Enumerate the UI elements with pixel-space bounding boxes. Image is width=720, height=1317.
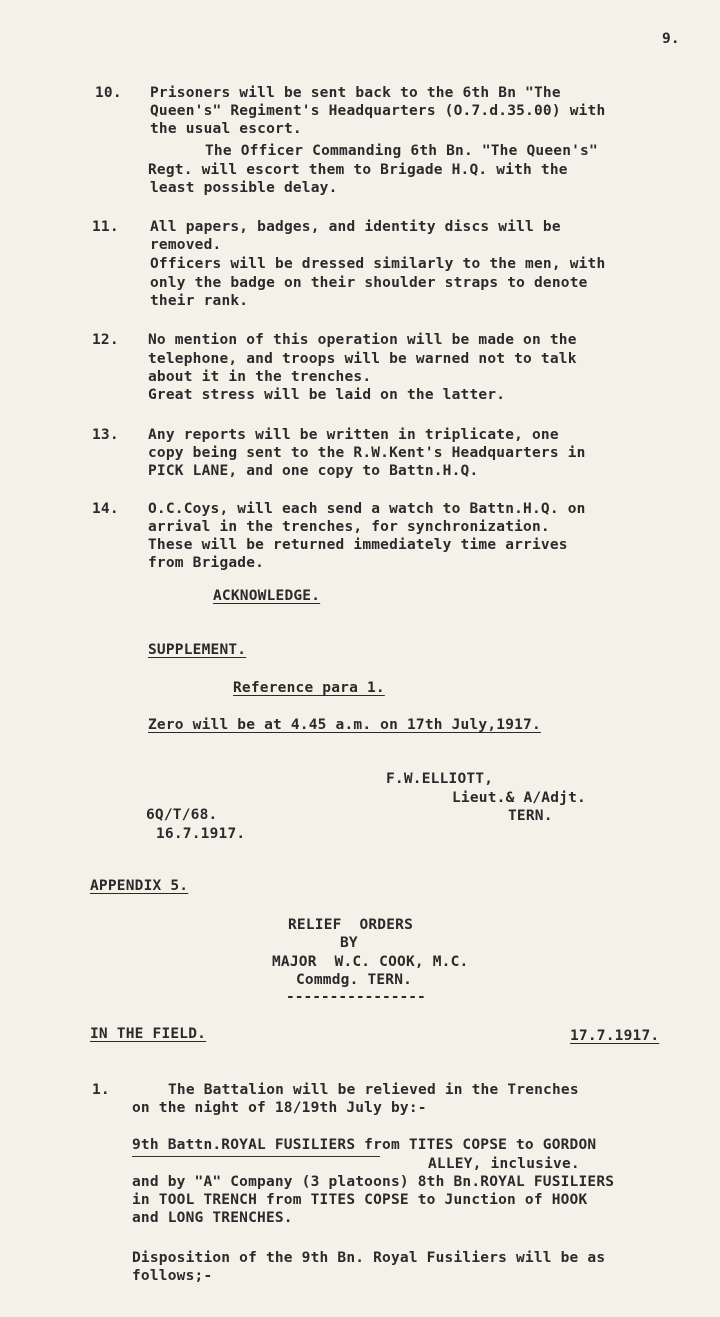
- orders-dash-rule: ----------------: [286, 989, 426, 1005]
- page-number: 9.: [662, 31, 680, 47]
- para-11-line-2: removed.: [150, 237, 222, 253]
- relief-unit-1-continued: ALLEY, inclusive.: [428, 1156, 580, 1172]
- para-11-number: 11.: [92, 219, 119, 235]
- signature-name: F.W.ELLIOTT,: [386, 771, 494, 787]
- acknowledge-line: ACKNOWLEDGE.: [213, 588, 321, 604]
- orders-command: Commdg. TERN.: [296, 972, 413, 988]
- reference-date: 16.7.1917.: [156, 826, 246, 842]
- para-12-number: 12.: [92, 332, 119, 348]
- appendix-heading: APPENDIX 5.: [90, 878, 189, 894]
- para-13-line-2: copy being sent to the R.W.Kent's Headquarters in: [148, 445, 586, 461]
- para-10-line-3: the usual escort.: [150, 121, 302, 137]
- para-14-line-3: These will be returned immediately time arrives: [148, 537, 568, 553]
- para-12-line-3: about it in the trenches.: [148, 369, 372, 385]
- para-14-number: 14.: [92, 501, 119, 517]
- para-11-line-1: All papers, badges, and identity discs will be: [150, 219, 561, 235]
- relief-intro-2: on the night of 18/19th July by:-: [132, 1100, 427, 1116]
- para-11-line-4: only the badge on their shoulder straps to denote: [150, 275, 588, 291]
- orders-officer: MAJOR W.C. COOK, M.C.: [272, 954, 469, 970]
- para-13-line-3: PICK LANE, and one copy to Battn.H.Q.: [148, 463, 479, 479]
- para-10-number: 10.: [95, 85, 122, 101]
- relief-intro-1: The Battalion will be relieved in the Trenches: [168, 1082, 579, 1098]
- para-14-line-4: from Brigade.: [148, 555, 265, 571]
- relief-unit-2-line-3: and LONG TRENCHES.: [132, 1210, 293, 1226]
- para-10-line-2: Queen's" Regiment's Headquarters (O.7.d.35.00) with: [150, 103, 606, 119]
- signature-rank: Lieut.& A/Adjt.: [452, 790, 586, 806]
- para-13-line-1: Any reports will be written in triplicate, one: [148, 427, 559, 443]
- relief-unit-1-underline: [132, 1156, 380, 1157]
- supplement-zero-time: Zero will be at 4.45 a.m. on 17th July,1917.: [148, 717, 541, 733]
- relief-unit-2-line-2: in TOOL TRENCH from TITES COPSE to Junction of HOOK: [132, 1192, 588, 1208]
- field-label: IN THE FIELD.: [90, 1026, 207, 1042]
- para-10-line-4: The Officer Commanding 6th Bn. "The Queen's": [205, 143, 598, 159]
- para-14-line-1: O.C.Coys, will each send a watch to Battn.H.Q. on: [148, 501, 586, 517]
- para-12-line-1: No mention of this operation will be made on the: [148, 332, 577, 348]
- orders-title: RELIEF ORDERS: [288, 917, 414, 933]
- para-11-line-5: their rank.: [150, 293, 249, 309]
- supplement-heading: SUPPLEMENT.: [148, 642, 247, 658]
- orders-by: BY: [340, 935, 358, 951]
- para-11-line-3: Officers will be dressed similarly to the men, with: [150, 256, 606, 272]
- relief-unit-2-line-1: and by "A" Company (3 platoons) 8th Bn.ROYAL FUSILIERS: [132, 1174, 615, 1190]
- relief-unit-1: 9th Battn.ROYAL FUSILIERS from TITES COPSE to GORDON: [132, 1137, 597, 1153]
- para-13-number: 13.: [92, 427, 119, 443]
- disposition-line-1: Disposition of the 9th Bn. Royal Fusiliers will be as: [132, 1250, 606, 1266]
- relief-number: 1.: [92, 1082, 110, 1098]
- para-14-line-2: arrival in the trenches, for synchronization.: [148, 519, 550, 535]
- disposition-line-2: follows;-: [132, 1268, 213, 1284]
- reference-code: 6Q/T/68.: [146, 807, 218, 823]
- para-10-line-5: Regt. will escort them to Brigade H.Q. with the: [148, 162, 568, 178]
- para-10-line-1: Prisoners will be sent back to the 6th Bn "The: [150, 85, 561, 101]
- supplement-reference: Reference para 1.: [233, 680, 385, 696]
- field-date: 17.7.1917.: [570, 1028, 660, 1044]
- para-12-line-2: telephone, and troops will be warned not to talk: [148, 351, 577, 367]
- para-12-line-4: Great stress will be laid on the latter.: [148, 387, 506, 403]
- signature-unit: TERN.: [508, 808, 553, 824]
- para-10-line-6: least possible delay.: [150, 180, 338, 196]
